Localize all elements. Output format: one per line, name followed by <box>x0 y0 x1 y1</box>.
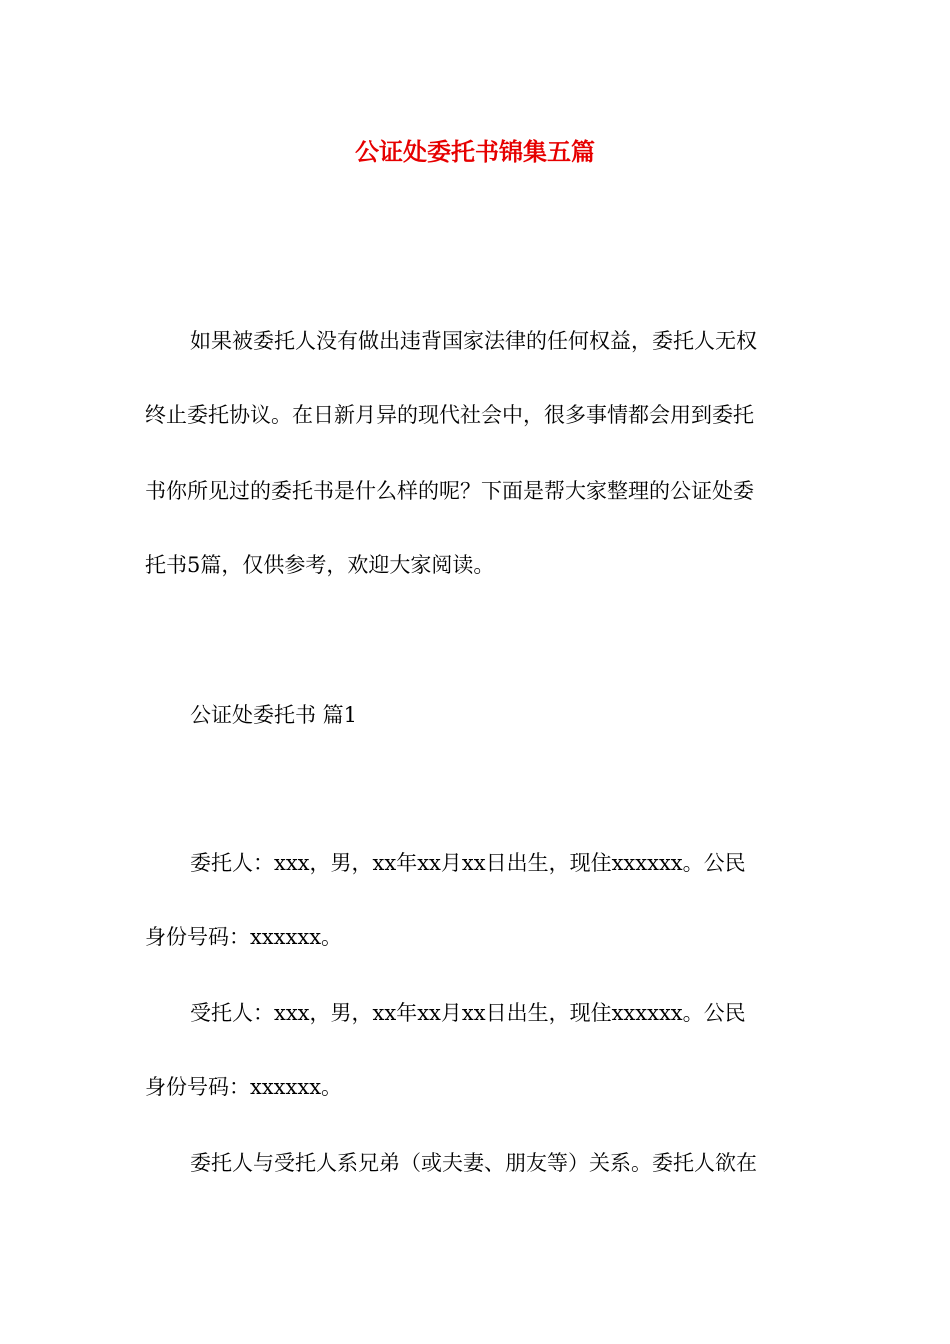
paragraph-line: 托书5篇，仅供参考，欢迎大家阅读。 <box>145 553 495 577</box>
section-heading: 公证处委托书 篇1 <box>190 703 358 727</box>
paragraph-line: 书你所见过的委托书是什么样的呢？下面是帮大家整理的公证处委 <box>145 479 754 503</box>
paragraph-line: 委托人与受托人系兄弟（或夫妻、朋友等）关系。委托人欲在 <box>190 1151 757 1175</box>
document-title: 公证处委托书锦集五篇 <box>355 137 595 166</box>
paragraph-line: 终止委托协议。在日新月异的现代社会中，很多事情都会用到委托 <box>145 403 754 427</box>
paragraph-line: 委托人：xxx，男，xx年xx月xx日出生，现住xxxxxx。公民 <box>190 851 746 875</box>
paragraph-line: 身份号码：xxxxxx。 <box>145 925 343 949</box>
paragraph-line: 受托人：xxx，男，xx年xx月xx日出生，现住xxxxxx。公民 <box>190 1001 746 1025</box>
paragraph-line: 身份号码：xxxxxx。 <box>145 1075 343 1099</box>
paragraph-line: 如果被委托人没有做出违背国家法律的任何权益，委托人无权 <box>190 329 757 353</box>
